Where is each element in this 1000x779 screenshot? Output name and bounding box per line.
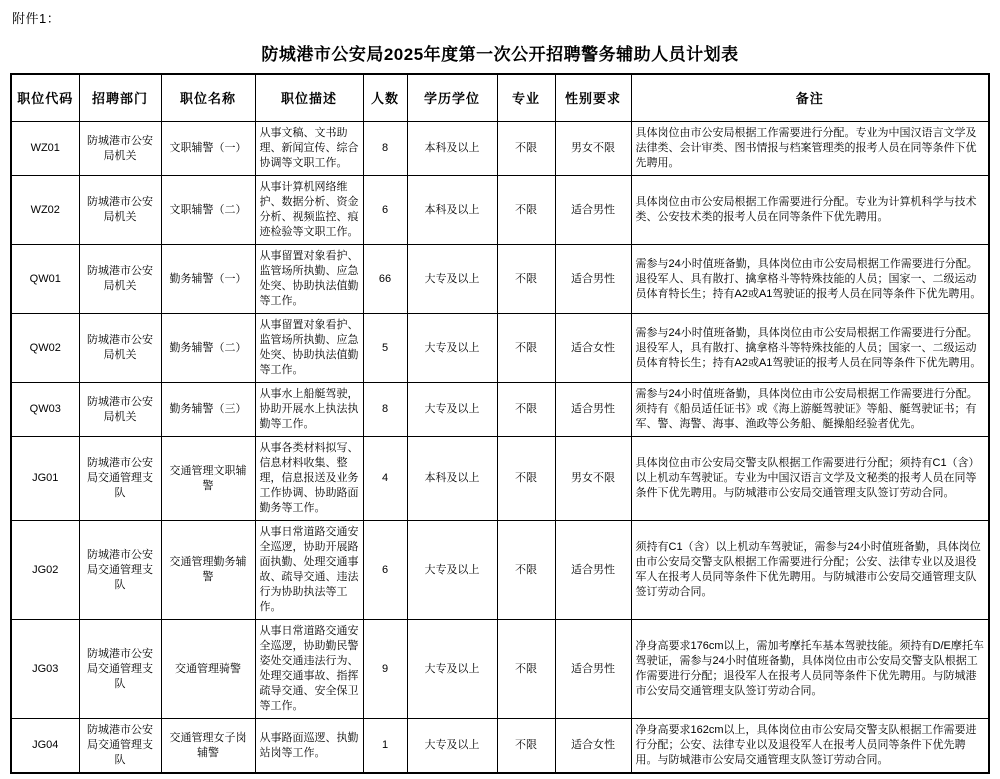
cell-edu: 本科及以上 xyxy=(407,437,497,521)
cell-code: WZ02 xyxy=(11,176,79,245)
cell-count: 8 xyxy=(363,383,407,437)
cell-remark: 需参与24小时值班备勤，具体岗位由市公安局根据工作需要进行分配。退役军人，具有散打、擒拿格斗等特殊技能的人员；国家一、二级运动员体育特长生；持有A2或A1驾驶证的报考人员在同等条件下优先聘用。 xyxy=(631,314,989,383)
table-row xyxy=(11,437,989,521)
table-header xyxy=(11,74,989,122)
cell-remark: 需参与24小时值班备勤，具体岗位由市公安局根据工作需要进行分配。退役军人、具有散打、擒拿格斗等特殊技能的人员；国家一、二级运动员体育特长生；持有A2或A1驾驶证的报考人员在同等条件下优先聘用。 xyxy=(631,245,989,314)
cell-name: 交通管理文职辅警 xyxy=(161,437,255,521)
cell-code: QW03 xyxy=(11,383,79,437)
cell-count: 66 xyxy=(363,245,407,314)
column-header-gender: 性别要求 xyxy=(555,74,631,122)
cell-desc: 从事各类材料拟写、信息材料收集、整理，信息报送及业务工作协调、协助路面勤务等工作。 xyxy=(255,437,363,521)
cell-edu: 大专及以上 xyxy=(407,719,497,774)
cell-remark: 须持有C1（含）以上机动车驾驶证，需参与24小时值班备勤，具体岗位由市公安局交警支队根据工作需要进行分配；公安、法律专业以及退役军人在报考人员同等条件下优先聘用。与防城港市公安局交通管理支队签订劳动合同。 xyxy=(631,521,989,620)
table-row xyxy=(11,176,989,245)
table-row xyxy=(11,383,989,437)
cell-desc: 从事路面巡逻、执勤站岗等工作。 xyxy=(255,719,363,774)
cell-count: 6 xyxy=(363,176,407,245)
cell-name: 交通管理骑警 xyxy=(161,620,255,719)
column-header-count: 人数 xyxy=(363,74,407,122)
cell-remark: 具体岗位由市公安局根据工作需要进行分配。专业为计算机科学与技术类、公安技术类的报考人员在同等条件下优先聘用。 xyxy=(631,176,989,245)
cell-edu: 本科及以上 xyxy=(407,176,497,245)
cell-remark: 需参与24小时值班备勤，具体岗位由市公安局根据工作需要进行分配。须持有《船员适任证书》或《海上游艇驾驶证》等船、艇驾驶证书；有军、警、海警、海事、渔政等公务船、艇操船经验者优先。 xyxy=(631,383,989,437)
cell-edu: 大专及以上 xyxy=(407,245,497,314)
cell-gender: 适合女性 xyxy=(555,314,631,383)
table-row xyxy=(11,719,989,774)
cell-count: 1 xyxy=(363,719,407,774)
cell-code: WZ01 xyxy=(11,122,79,176)
cell-remark: 具体岗位由市公安局交警支队根据工作需要进行分配；须持有C1（含）以上机动车驾驶证。专业为中国汉语言文学及文秘类的报考人员在同等条件下优先聘用。与防城港市公安局交通管理支队签订劳动合同。 xyxy=(631,437,989,521)
cell-remark: 净身高要求176cm以上，需加考摩托车基本驾驶技能。须持有D/E摩托车驾驶证，需参与24小时值班备勤，具体岗位由市公安局交警支队根据工作需要进行分配；退役军人在报考人员同等条件下优先聘用。与防城港市公安局交通管理支队签订劳动合同。 xyxy=(631,620,989,719)
cell-gender: 适合男性 xyxy=(555,245,631,314)
column-header-major: 专业 xyxy=(497,74,555,122)
cell-desc: 从事日常道路交通安全巡逻，协助开展路面执勤、处理交通事故、疏导交通、违法行为协助执法等工作。 xyxy=(255,521,363,620)
cell-gender: 适合男性 xyxy=(555,521,631,620)
column-header-name: 职位名称 xyxy=(161,74,255,122)
cell-count: 4 xyxy=(363,437,407,521)
table-header-row xyxy=(11,74,989,122)
cell-remark: 净身高要求162cm以上，具体岗位由市公安局交警支队根据工作需要进行分配；公安、法律专业以及退役军人在报考人员同等条件下优先聘用。与防城港市公安局交通管理支队签订劳动合同。 xyxy=(631,719,989,774)
cell-dept: 防城港市公安局交通管理支队 xyxy=(79,437,161,521)
column-header-remark: 备注 xyxy=(631,74,989,122)
page-title: 防城港市公安局2025年度第一次公开招聘警务辅助人员计划表 xyxy=(261,45,739,64)
table-row xyxy=(11,620,989,719)
cell-major: 不限 xyxy=(497,719,555,774)
table-row xyxy=(11,521,989,620)
cell-remark: 具体岗位由市公安局根据工作需要进行分配。专业为中国汉语言文学及法律类、会计审类、图书情报与档案管理类的报考人员在同等条件下优先聘用。 xyxy=(631,122,989,176)
cell-gender: 适合男性 xyxy=(555,620,631,719)
cell-count: 5 xyxy=(363,314,407,383)
cell-edu: 大专及以上 xyxy=(407,521,497,620)
cell-code: JG02 xyxy=(11,521,79,620)
cell-desc: 从事留置对象看护、监管场所执勤、应急处突、协助执法值勤等工作。 xyxy=(255,245,363,314)
cell-desc: 从事留置对象看护、监管场所执勤、应急处突、协助执法值勤等工作。 xyxy=(255,314,363,383)
table-row xyxy=(11,122,989,176)
cell-code: QW01 xyxy=(11,245,79,314)
cell-gender: 男女不限 xyxy=(555,122,631,176)
cell-edu: 本科及以上 xyxy=(407,122,497,176)
cell-dept: 防城港市公安局机关 xyxy=(79,122,161,176)
cell-edu: 大专及以上 xyxy=(407,620,497,719)
cell-major: 不限 xyxy=(497,245,555,314)
cell-edu: 大专及以上 xyxy=(407,383,497,437)
cell-name: 文职辅警（一） xyxy=(161,122,255,176)
cell-dept: 防城港市公安局机关 xyxy=(79,314,161,383)
cell-major: 不限 xyxy=(497,383,555,437)
cell-major: 不限 xyxy=(497,314,555,383)
cell-desc: 从事水上船艇驾驶，协助开展水上执法执勤等工作。 xyxy=(255,383,363,437)
table-body xyxy=(11,122,989,774)
cell-desc: 从事计算机网络维护、数据分析、资金分析、视频监控、痕迹检验等文职工作。 xyxy=(255,176,363,245)
cell-dept: 防城港市公安局机关 xyxy=(79,383,161,437)
cell-desc: 从事日常道路交通安全巡逻，协助勤民警姿处交通违法行为、处理交通事故、指挥疏导交通、安全保卫等工作。 xyxy=(255,620,363,719)
cell-desc: 从事文稿、文书助理、新闻宣传、综合协调等文职工作。 xyxy=(255,122,363,176)
table-row xyxy=(11,245,989,314)
attachment-label: 附件1： xyxy=(12,11,61,26)
table-row xyxy=(11,314,989,383)
cell-name: 文职辅警（二） xyxy=(161,176,255,245)
cell-major: 不限 xyxy=(497,176,555,245)
cell-name: 勤务辅警（二） xyxy=(161,314,255,383)
column-header-desc: 职位描述 xyxy=(255,74,363,122)
cell-gender: 适合男性 xyxy=(555,176,631,245)
column-header-edu: 学历学位 xyxy=(407,74,497,122)
cell-gender: 适合女性 xyxy=(555,719,631,774)
cell-dept: 防城港市公安局机关 xyxy=(79,245,161,314)
column-header-dept: 招聘部门 xyxy=(79,74,161,122)
cell-major: 不限 xyxy=(497,122,555,176)
cell-gender: 男女不限 xyxy=(555,437,631,521)
cell-edu: 大专及以上 xyxy=(407,314,497,383)
cell-dept: 防城港市公安局交通管理支队 xyxy=(79,620,161,719)
column-header-code: 职位代码 xyxy=(11,74,79,122)
cell-gender: 适合男性 xyxy=(555,383,631,437)
cell-code: JG04 xyxy=(11,719,79,774)
cell-name: 勤务辅警（三） xyxy=(161,383,255,437)
cell-count: 8 xyxy=(363,122,407,176)
cell-code: JG03 xyxy=(11,620,79,719)
cell-dept: 防城港市公安局交通管理支队 xyxy=(79,719,161,774)
cell-major: 不限 xyxy=(497,437,555,521)
cell-code: JG01 xyxy=(11,437,79,521)
cell-major: 不限 xyxy=(497,521,555,620)
cell-count: 6 xyxy=(363,521,407,620)
cell-name: 交通管理女子岗辅警 xyxy=(161,719,255,774)
cell-dept: 防城港市公安局机关 xyxy=(79,176,161,245)
cell-name: 交通管理勤务辅警 xyxy=(161,521,255,620)
cell-dept: 防城港市公安局交通管理支队 xyxy=(79,521,161,620)
cell-code: QW02 xyxy=(11,314,79,383)
cell-count: 9 xyxy=(363,620,407,719)
cell-name: 勤务辅警（一） xyxy=(161,245,255,314)
recruitment-plan-table xyxy=(10,73,990,774)
cell-major: 不限 xyxy=(497,620,555,719)
